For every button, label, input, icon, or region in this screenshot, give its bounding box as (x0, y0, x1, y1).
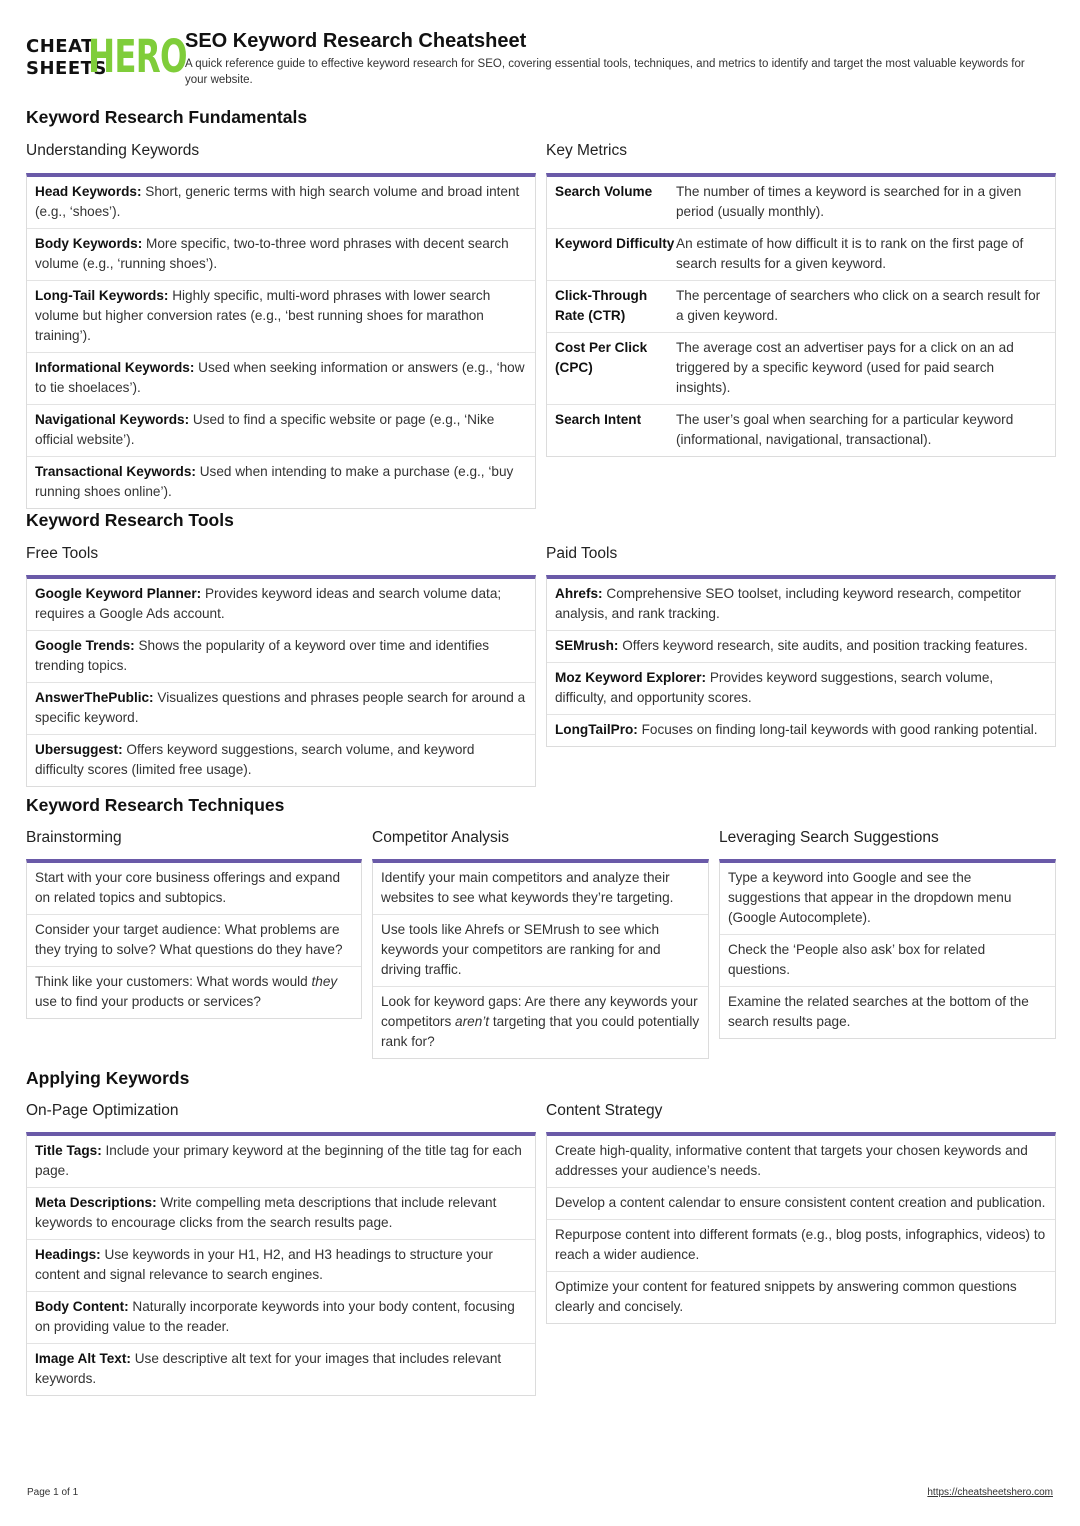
card-free-tools (26, 575, 536, 787)
section-title-tools: Keyword Research Tools (26, 510, 234, 530)
list-item: Transactional Keywords: Used when intending to make a purchase (e.g., ‘buy running shoes online’). (35, 464, 514, 499)
list-item: Image Alt Text: Use descriptive alt text for your images that includes relevant keywords. (35, 1351, 502, 1386)
footer-link[interactable]: https://cheatsheetshero.com (927, 1487, 1053, 1498)
card-brainstorming (26, 859, 362, 1019)
card-title-on-page-optimization: On-Page Optimization (26, 1102, 179, 1119)
card-title-brainstorming: Brainstorming (26, 829, 122, 846)
table-row: Keyword Difficulty An estimate of how difficult it is to rank on the first page of search results for a given keyword. (547, 229, 1055, 281)
card-content-strategy (546, 1132, 1056, 1324)
card-title-understanding-keywords: Understanding Keywords (26, 142, 200, 159)
card-title-paid-tools: Paid Tools (546, 545, 618, 562)
list-item: Headings: Use keywords in your H1, H2, and H3 headings to structure your content and signal relevance to search engines. (27, 1240, 535, 1292)
page-header (26, 30, 1056, 90)
table-row: Search Volume The number of times a keyword is searched for in a given period (usually monthly). (547, 177, 1055, 229)
table-row: Search Intent The user’s goal when searching for a particular keyword (informational, navigational, transactional). (555, 412, 1014, 447)
list-item: Informational Keywords: Used when seeking information or answers (e.g., ‘how to tie shoelaces’). (27, 353, 535, 405)
list-item: Consider your target audience: What problems are they trying to solve? What questions do they have? (27, 915, 361, 967)
card-title-competitor-analysis: Competitor Analysis (372, 829, 509, 846)
list-item: Body Content: Naturally incorporate keywords into your body content, focusing on providing value to the reader. (27, 1292, 535, 1344)
list-item: Long-Tail Keywords: Highly specific, multi-word phrases with lower search volume but higher conversion rates (e.g., ‘best running shoes for marathon training’). (27, 281, 535, 353)
card-understanding-keywords (26, 173, 536, 509)
list-item: Look for keyword gaps: Are there any keywords your competitors aren’t targeting that you could potentially rank for? (381, 994, 700, 1049)
section-title-techniques: Keyword Research Techniques (26, 795, 285, 815)
list-item: Optimize your content for featured snippets by answering common questions clearly and concisely. (555, 1279, 1017, 1314)
card-title-key-metrics: Key Metrics (546, 142, 627, 159)
logo-hero-text: HERO (88, 30, 187, 83)
table-row: Click-Through Rate (CTR) The percentage of searchers who click on a search result for a given keyword. (547, 281, 1055, 333)
list-item: Examine the related searches at the bottom of the search results page. (728, 994, 1029, 1029)
list-item: Head Keywords: Short, generic terms with high search volume and broad intent (e.g., ‘shoes’). (27, 177, 535, 229)
page-title: SEO Keyword Research Cheatsheet (185, 30, 527, 52)
list-item: AnswerThePublic: Visualizes questions and phrases people search for around a specific keyword. (27, 683, 535, 735)
card-title-content-strategy: Content Strategy (546, 1102, 663, 1119)
list-item: Google Trends: Shows the popularity of a keyword over time and identifies trending topics. (27, 631, 535, 683)
list-item: Use tools like Ahrefs or SEMrush to see which keywords your competitors are ranking for and driving traffic. (373, 915, 708, 987)
page-subtitle: A quick reference guide to effective keyword research for SEO, covering essential tools, techniques, and metrics to identify and target the most valuable keywords for your website. (185, 58, 1025, 86)
logo-text: CHEAT SHEETS (26, 36, 107, 79)
list-item: Body Keywords: More specific, two-to-three word phrases with decent search volume (e.g., ‘running shoes’). (27, 229, 535, 281)
table-row: Cost Per Click (CPC) The average cost an advertiser pays for a click on an ad triggered by a specific keyword (used for paid search insights). (547, 333, 1055, 405)
list-item: Ahrefs: Comprehensive SEO toolset, including keyword research, competitor analysis, and rank tracking. (547, 579, 1055, 631)
list-item: Meta Descriptions: Write compelling meta descriptions that include relevant keywords to encourage clicks from the search results page. (27, 1188, 535, 1240)
card-title-search-suggestions: Leveraging Search Suggestions (719, 829, 939, 846)
list-item: Navigational Keywords: Used to find a specific website or page (e.g., ‘Nike official website’). (27, 405, 535, 457)
list-item: Develop a content calendar to ensure consistent content creation and publication. (547, 1188, 1055, 1220)
card-paid-tools (546, 575, 1056, 747)
list-item: LongTailPro: Focuses on finding long-tail keywords with good ranking potential. (555, 722, 1038, 737)
list-item: Moz Keyword Explorer: Provides keyword suggestions, search volume, difficulty, and opportunity scores. (547, 663, 1055, 715)
list-item: Type a keyword into Google and see the suggestions that appear in the dropdown menu (Google Autocomplete). (720, 863, 1055, 935)
section-title-applying: Applying Keywords (26, 1068, 190, 1088)
page-number: Page 1 of 1 (27, 1487, 79, 1498)
list-item: Ubersuggest: Offers keyword suggestions, search volume, and keyword difficulty scores (limited free usage). (35, 742, 475, 777)
list-item: Start with your core business offerings and expand on related topics and subtopics. (27, 863, 361, 915)
cheatsheetshero-logo[interactable] (26, 30, 187, 83)
list-item: Repurpose content into different formats (e.g., blog posts, infographics, videos) to reach a wider audience. (547, 1220, 1055, 1272)
card-search-suggestions (719, 859, 1056, 1039)
card-title-free-tools: Free Tools (26, 545, 99, 562)
list-item: Think like your customers: What words would they use to find your products or services? (35, 974, 338, 1009)
list-item: Title Tags: Include your primary keyword at the beginning of the title tag for each page. (27, 1136, 535, 1188)
list-item: Google Keyword Planner: Provides keyword ideas and search volume data; requires a Google Ads account. (27, 579, 535, 631)
list-item: Check the ‘People also ask’ box for related questions. (720, 935, 1055, 987)
section-title-fundamentals: Keyword Research Fundamentals (26, 107, 308, 127)
card-competitor-analysis (372, 859, 709, 1059)
list-item: Create high-quality, informative content that targets your chosen keywords and addresses your audience’s needs. (547, 1136, 1055, 1188)
card-key-metrics (546, 173, 1056, 457)
card-on-page-optimization (26, 1132, 536, 1396)
list-item: Identify your main competitors and analyze their websites to see what keywords they’re targeting. (373, 863, 708, 915)
list-item: SEMrush: Offers keyword research, site audits, and position tracking features. (547, 631, 1055, 663)
